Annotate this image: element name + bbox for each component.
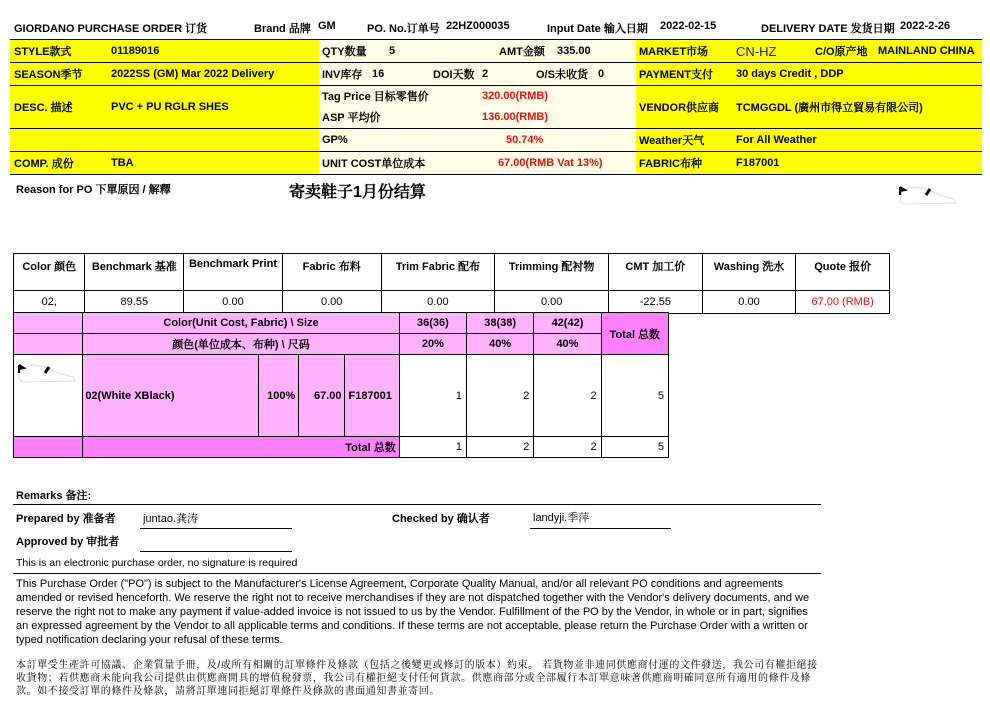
asp-label: ASP 平均价 xyxy=(322,112,381,124)
col-header-trim-fabric: Trim Fabric 配布 xyxy=(381,254,495,291)
cell-benchmark-print: 0.00 xyxy=(184,291,283,314)
desc-value: PVC + PU RGLR SHES xyxy=(111,101,229,113)
total-qty-0: 1 xyxy=(399,437,466,458)
brand-value: GM xyxy=(318,20,336,32)
tag-price-label: Tag Price 目标零售价 xyxy=(322,91,429,103)
total-qty-1: 2 xyxy=(467,437,534,458)
style-label: STYLE款式 xyxy=(14,46,72,58)
col-header-benchmark: Benchmark 基准 xyxy=(85,254,184,291)
tag-price-value: 320.00(RMB) xyxy=(482,90,549,102)
amt-label: AMT金额 xyxy=(499,46,545,58)
info-row-comp xyxy=(10,152,982,175)
row-product-image xyxy=(14,355,83,437)
fabric-label: FABRIC布种 xyxy=(639,158,702,170)
doi-label: DOI天数 xyxy=(433,69,475,81)
gp-label: GP% xyxy=(322,134,348,146)
col-header-color: Color 颜色 xyxy=(14,254,85,291)
info-row-desc xyxy=(10,86,982,129)
size-breakdown-table xyxy=(13,312,669,458)
row-pct: 100% xyxy=(259,355,299,437)
co-value: MAINLAND CHINA xyxy=(878,45,975,57)
info-row-season xyxy=(10,63,982,86)
terms-chinese: 本訂單受生產許可協議、企業質量手冊，及/或所有相關的訂單條件及條款（包括之後變更或修訂的版本）約束。 若貨物並非連同供應商付運的文件發送，我公司有權拒絕接收貨物；若供應商未能向我公司提供由供應商開具的增值稅發票，我公司有權拒絕支付任何貨款。供應商部分或全部履行本訂單意味著供應商明確同意所有適用的條件及條款。如不接受訂單的條件及條款，請將訂單連同拒絕訂單條件及條款的書面通知書並寄回。 xyxy=(16,660,818,697)
col-header-benchmark-print: Benchmark Print xyxy=(184,254,283,291)
row-color: 02(White XBlack) xyxy=(83,355,259,437)
size-title-en: Color(Unit Cost, Fabric) \ Size xyxy=(83,313,399,334)
cell-quote: 67.00 (RMB) xyxy=(796,291,890,314)
table-row xyxy=(14,355,669,437)
totals-row xyxy=(14,437,669,458)
row-cost: 67.00 xyxy=(299,355,345,437)
os-value: 0 xyxy=(598,68,605,80)
table-row xyxy=(14,291,890,314)
cell-benchmark: 89.55 xyxy=(85,291,184,314)
row-total: 5 xyxy=(601,355,668,437)
cell-trimming: 0.00 xyxy=(495,291,609,314)
row-qty-0: 1 xyxy=(399,355,466,437)
fabric-value: F187001 xyxy=(736,157,780,169)
cell-fabric: 0.00 xyxy=(282,291,381,314)
total-header: Total 总数 xyxy=(601,313,668,355)
size-ratio-0: 20% xyxy=(399,334,466,355)
payment-value: 30 days Credit , DDP xyxy=(736,68,844,80)
total-qty-2: 2 xyxy=(534,437,601,458)
style-value: 01189016 xyxy=(111,45,160,57)
season-label: SEASON季节 xyxy=(14,69,83,81)
qty-value: 5 xyxy=(389,45,396,57)
po-number-value: 22HZ000035 xyxy=(446,20,510,32)
product-image xyxy=(896,181,960,207)
col-header-trimming: Trimming 配衬物 xyxy=(495,254,609,291)
market-value: CN-HZ xyxy=(736,43,777,59)
size-ratio-1: 40% xyxy=(467,334,534,355)
info-row-style xyxy=(10,40,982,63)
po-title: GIORDANO PURCHASE ORDER 订货 xyxy=(14,23,208,35)
checked-by-value: landyji.季萍 xyxy=(533,512,590,524)
cell-color: 02, xyxy=(14,291,85,314)
electronic-note: This is an electronic purchase order, no signature is required xyxy=(16,557,298,569)
comp-label: COMP. 成份 xyxy=(14,158,74,170)
vendor-label: VENDOR供应商 xyxy=(639,102,720,114)
shoe-icon xyxy=(14,359,80,385)
col-header-fabric: Fabric 布料 xyxy=(282,254,381,291)
col-header-cmt: CMT 加工价 xyxy=(609,254,703,291)
col-header-quote: Quote 报价 xyxy=(796,254,890,291)
input-date-label: Input Date 输入日期 xyxy=(547,23,648,35)
terms-english: This Purchase Order ("PO") is subject to the Manufacturer's License Agreement, Corporate Quality Manual, and/or all relevant PO conditions and agreements amended or revised henceforth. We reserve the right not to receive merchandises if they are not dispatched together with the Vendor's delivery documents, and we reserve the right not to make any payment if value-added invoice is not issued to us by the Vendor. Fulfillment of the PO by the Vendor, in whole or in part, signifies an expressed agreement by the Vendor to all applicable terms and conditions. If these terms are not acceptable, please return the Purchase Order with a written or typed notification declaring your refusal of these terms. xyxy=(16,578,810,646)
approved-by-label: Approved by 审批者 xyxy=(16,536,120,548)
row-fabric: F187001 xyxy=(345,355,399,437)
weather-value: For All Weather xyxy=(736,134,817,146)
unit-cost-label: UNIT COST单位成本 xyxy=(322,158,426,170)
doi-value: 2 xyxy=(482,68,489,80)
payment-label: PAYMENT支付 xyxy=(639,69,713,81)
totals-label: Total 总数 xyxy=(83,437,399,458)
reason-label: Reason for PO 下單原因 / 解釋 xyxy=(16,184,171,196)
info-row-gp xyxy=(10,129,982,152)
delivery-date-label: DELIVERY DATE 发货日期 xyxy=(761,23,895,35)
weather-label: Weather天气 xyxy=(639,135,705,147)
unit-cost-value: 67.00(RMB Vat 13%) xyxy=(498,157,603,169)
market-label: MARKET市场 xyxy=(639,46,709,58)
cell-washing: 0.00 xyxy=(702,291,796,314)
size-header-1: 38(38) xyxy=(467,313,534,334)
os-label: O/S未收货 xyxy=(536,69,588,81)
asp-value: 136.00(RMB) xyxy=(482,111,549,123)
amt-value: 335.00 xyxy=(557,45,591,57)
cost-breakdown-table xyxy=(13,253,890,314)
reason-value: 寄卖鞋子1月份结算 xyxy=(289,184,426,201)
qty-label: QTY数量 xyxy=(322,46,367,58)
gp-value: 50.74% xyxy=(506,134,544,146)
remarks-label: Remarks 备注: xyxy=(16,490,92,502)
size-ratio-2: 40% xyxy=(534,334,601,355)
cell-trim-fabric: 0.00 xyxy=(381,291,495,314)
po-number-label: PO. No.订单号 xyxy=(367,23,440,35)
shoe-icon xyxy=(896,181,960,207)
inv-label: INV库存 xyxy=(322,69,363,81)
season-value: 2022SS (GM) Mar 2022 Delivery xyxy=(111,68,275,80)
vendor-value: TCMGGDL (廣州市得立貿易有限公司) xyxy=(736,102,923,114)
cell-cmt: -22.55 xyxy=(609,291,703,314)
input-date-value: 2022-02-15 xyxy=(660,20,717,32)
grand-total: 5 xyxy=(601,437,668,458)
size-title-cn: 颜色(单位成本、布种) \ 尺码 xyxy=(83,334,399,355)
comp-value: TBA xyxy=(111,157,134,169)
inv-value: 16 xyxy=(372,68,385,80)
checked-by-label: Checked by 确认者 xyxy=(392,513,490,525)
row-qty-1: 2 xyxy=(467,355,534,437)
brand-label: Brand 品牌 xyxy=(254,23,311,35)
delivery-date-value: 2022-2-26 xyxy=(900,20,951,32)
size-header-2: 42(42) xyxy=(534,313,601,334)
prepared-by-label: Prepared by 准备者 xyxy=(16,513,116,525)
prepared-by-value: juntao.龚涛 xyxy=(143,513,199,525)
size-header-0: 36(36) xyxy=(399,313,466,334)
co-label: C/O原产地 xyxy=(815,46,868,58)
desc-label: DESC. 描述 xyxy=(14,102,73,114)
col-header-washing: Washing 洗水 xyxy=(702,254,796,291)
row-qty-2: 2 xyxy=(534,355,601,437)
